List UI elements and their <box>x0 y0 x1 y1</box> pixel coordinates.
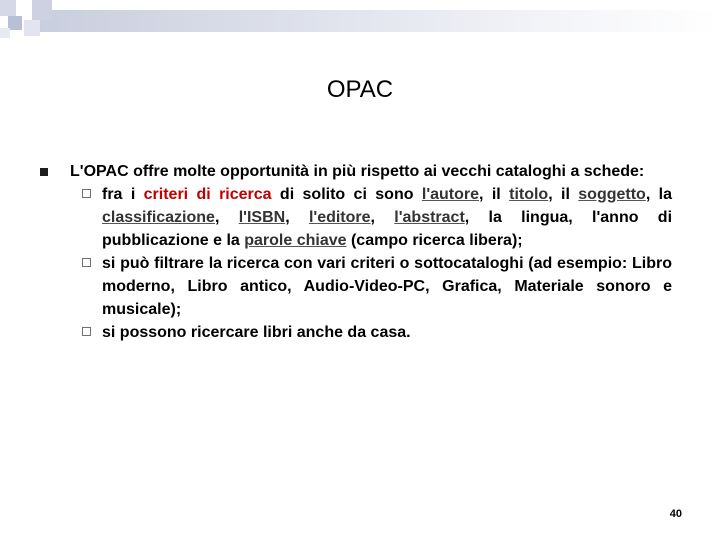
square-bullet-icon <box>40 168 48 176</box>
corner-square <box>24 20 40 36</box>
corner-square <box>16 0 32 16</box>
text-segment: , la lingua, l'anno di pubblicazione e la <box>102 209 673 249</box>
text-segment: , la <box>645 186 672 203</box>
text-segment: , il <box>548 186 579 203</box>
link-classificazione[interactable]: classificazione <box>102 209 215 226</box>
sub-bullet-text: si possono ricercare libri anche da casa. <box>102 324 411 341</box>
corner-square <box>8 16 22 30</box>
corner-square <box>0 0 16 16</box>
corner-square <box>32 0 52 20</box>
text-segment: , <box>214 209 239 226</box>
sub-bullet-item <box>40 252 672 321</box>
corner-square <box>0 28 10 38</box>
page-number: 40 <box>669 508 682 520</box>
link-autore[interactable]: l'autore <box>421 186 480 203</box>
link-editore[interactable]: l'editore <box>308 209 371 226</box>
text-segment: di solito ci sono <box>271 186 422 203</box>
text-segment: fra i <box>102 186 144 203</box>
link-parole-chiave[interactable]: parole chiave <box>244 232 347 249</box>
link-titolo[interactable]: titolo <box>509 186 549 203</box>
link-soggetto[interactable]: soggetto <box>578 186 646 203</box>
slide-title: OPAC <box>326 76 394 103</box>
hollow-square-bullet-icon <box>82 258 91 267</box>
criteri-highlight: criteri di ricerca <box>143 186 272 203</box>
header-band <box>40 10 720 32</box>
sub-bullet-item <box>40 183 672 252</box>
text-segment: (campo ricerca libera); <box>346 232 523 249</box>
sub-bullet-text: si può filtrare la ricerca con vari criteri o sottocataloghi (ad esempio: Libro moderno, Libro antico, Audio-Video-PC, Grafica, Materiale sonoro e musicale); <box>102 255 672 318</box>
text-segment: , <box>370 209 395 226</box>
link-abstract[interactable]: l'abstract <box>394 209 465 226</box>
bullet-list <box>40 160 672 344</box>
text-segment: , <box>285 209 309 226</box>
sub-bullet-item <box>40 321 672 344</box>
bullet-text: L'OPAC offre molte opportunità in più rispetto ai vecchi cataloghi a schede: <box>70 163 645 180</box>
hollow-square-bullet-icon <box>82 189 91 198</box>
link-isbn[interactable]: l'ISBN <box>238 209 286 226</box>
text-segment: , il <box>479 186 510 203</box>
hollow-square-bullet-icon <box>82 327 91 336</box>
bullet-item <box>40 160 672 183</box>
